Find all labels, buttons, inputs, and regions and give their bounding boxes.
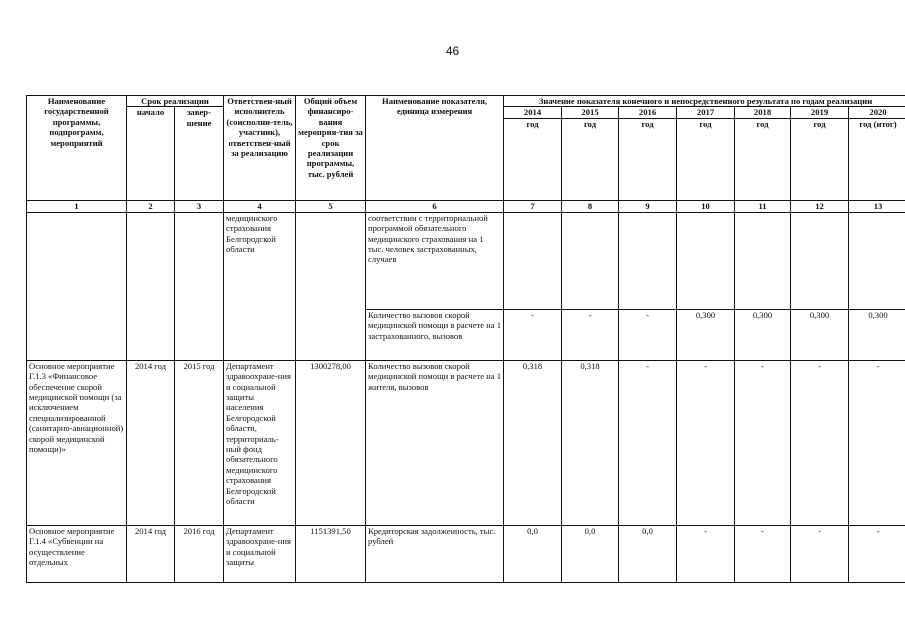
column-number: 12 [791,200,849,212]
header-indicator: Наименование показателя, единица измерения [366,96,504,201]
row-finance: 1300278,00 [296,360,366,525]
row-name: Основное мероприятие Г.1.4 «Субвенции на осуществление отдельных [27,525,127,582]
row-indicator: Количество вызовов скорой медицинской помощи в расчете на 1 застрахованного, вызовов [366,309,504,360]
row-end: 2016 год [175,525,224,582]
column-number: 7 [504,200,562,212]
row-end [175,212,224,360]
row-value: 0,300 [677,309,735,360]
table-row [27,212,905,309]
header-year-sub: год [562,118,619,200]
header-term: Срок реализации [127,96,224,107]
row-indicator: соответствии с территориальной программой обязательного медицинского страхования на 1 тыс. человек застрахованных, случаев [366,212,504,309]
row-value [504,212,562,309]
row-value: - [504,309,562,360]
header-year: 2014 [504,107,562,118]
row-value: 0,0 [619,525,677,582]
row-value: 0,300 [735,309,791,360]
row-indicator: Кредиторская задолженность, тыс. рублей [366,525,504,582]
header-year: 2016 [619,107,677,118]
program-table [26,95,905,583]
column-number: 8 [562,200,619,212]
header-executor: Ответствен-ный исполнитель (соисполни-тель, участник), ответствен-ный за реализацию [224,96,296,201]
header-name: Наименование государственной программы, подпрограмм, мероприятий [27,96,127,201]
header-year-sub: год [791,118,849,200]
table-row [27,360,905,525]
row-value: - [735,525,791,582]
column-number: 6 [366,200,504,212]
column-number: 5 [296,200,366,212]
row-end: 2015 год [175,360,224,525]
row-value: - [849,360,905,525]
row-name [27,212,127,360]
row-value: 0,318 [562,360,619,525]
header-year-sub: год [735,118,791,200]
column-number: 10 [677,200,735,212]
header-year-sub: год [619,118,677,200]
row-value [791,212,849,309]
header-end: завер-шение [175,107,224,200]
header-year-sub: год [504,118,562,200]
row-start [127,212,175,360]
row-indicator: Количество вызовов скорой медицинской помощи в расчете на 1 жителя, вызовов [366,360,504,525]
row-value: 0,300 [849,309,905,360]
row-value [735,212,791,309]
row-finance [296,212,366,360]
row-value: - [849,525,905,582]
row-value [562,212,619,309]
header-year-sub: год [677,118,735,200]
header-year: 2017 [677,107,735,118]
column-number: 13 [849,200,905,212]
row-value: 0,0 [562,525,619,582]
header-values-title: Значение показателя конечного и непосредственного результата по годам реализации [504,96,905,107]
header-year: 2020 [849,107,905,118]
row-value: - [677,525,735,582]
row-value [677,212,735,309]
table-row [27,525,905,582]
row-value: - [791,360,849,525]
header-year-sub: год (итог) [849,118,905,200]
header-start: начало [127,107,175,200]
row-value: - [677,360,735,525]
column-number: 9 [619,200,677,212]
row-executor: Департамент здравоохране-ния и социальной защиты [224,525,296,582]
header-finance: Общий объем финансиро-вания мероприя-тия за срок реализации программы, тыс. рублей [296,96,366,201]
row-value: - [735,360,791,525]
column-number-row [27,200,905,212]
row-start: 2014 год [127,525,175,582]
row-executor: Департамент здравоохране-ния и социальной защиты населения Белгородской области, территориаль-ный фонд обязательного медицинского страхования Белгородской области [224,360,296,525]
row-value: - [791,525,849,582]
column-number: 1 [27,200,127,212]
row-finance: 1151391,50 [296,525,366,582]
page-number: 46 [445,44,460,58]
column-number: 4 [224,200,296,212]
row-start: 2014 год [127,360,175,525]
header-year: 2015 [562,107,619,118]
column-number: 3 [175,200,224,212]
row-value: - [562,309,619,360]
row-value: - [619,309,677,360]
header-year: 2018 [735,107,791,118]
row-value: - [619,360,677,525]
row-value: 0,318 [504,360,562,525]
row-executor: медицинского страхования Белгородской области [224,212,296,360]
row-value: 0,0 [504,525,562,582]
row-value [849,212,905,309]
row-value: 0,300 [791,309,849,360]
row-name: Основное мероприятие Г.1.3 «Финансовое обеспечение скорой медицинской помощи (за исключением специализированной (санитарно-авиационной) скорой медицинской помощи)» [27,360,127,525]
column-number: 11 [735,200,791,212]
header-year: 2019 [791,107,849,118]
row-value [619,212,677,309]
column-number: 2 [127,200,175,212]
